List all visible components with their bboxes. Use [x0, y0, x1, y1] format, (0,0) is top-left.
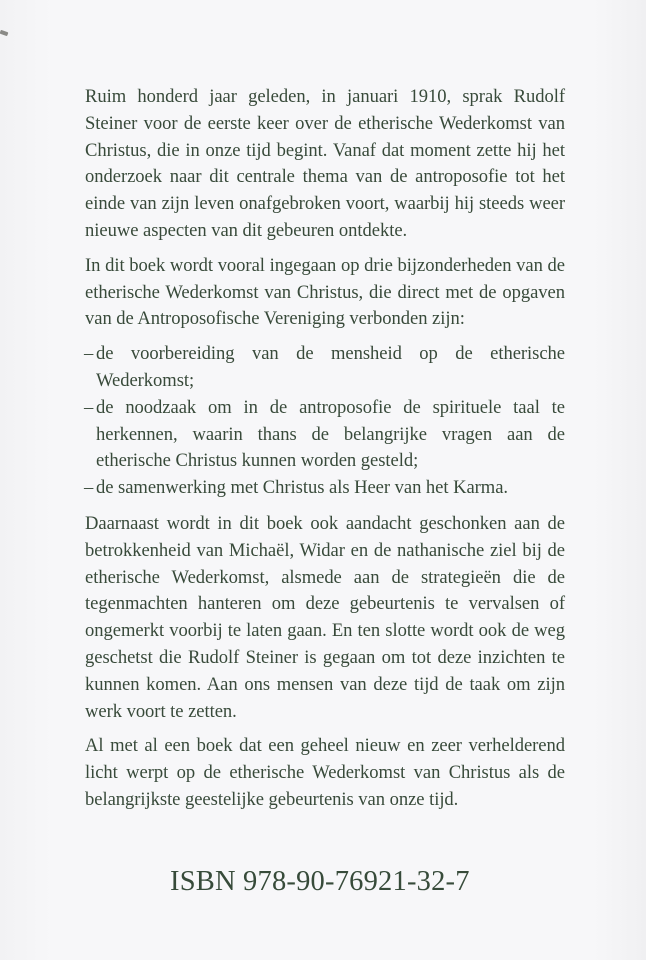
- blurb-paragraph-conclusion: Al met al een boek dat een geheel nieuw en zeer verhelderend licht werpt op de etherische Wederkomst van Christus als de belangrijkste geestelijke gebeurtenis van onze tijd.: [85, 735, 565, 810]
- dash-bullet-icon: –: [84, 477, 94, 499]
- isbn-number: ISBN 978-90-76921-32-7: [170, 866, 470, 897]
- list-item: [85, 395, 565, 475]
- dash-bullet-icon: –: [84, 343, 94, 365]
- list-item: [85, 475, 565, 502]
- list-item-text: de voorbereiding van de mensheid op de etherische Wederkomst;: [96, 343, 565, 391]
- scan-mark: [0, 30, 8, 36]
- aspects-list: [85, 341, 565, 502]
- dash-bullet-icon: –: [84, 396, 94, 418]
- blurb-paragraph-intro: Ruim honderd jaar geleden, in januari 1910, sprak Rudolf Steiner voor de eerste keer over de etherische Wederkomst van Christus, die in onze tijd begint. Vanaf dat moment zette hij het onderzoek naar dit centrale thema van de antroposofie tot het einde van zijn leven onafgebroken voort, waarbij hij steeds weer nieuwe aspecten van dit gebeuren ontdekte.: [85, 86, 565, 241]
- list-item-text: de samenwerking met Christus als Heer van het Karma.: [96, 477, 509, 499]
- list-item: [85, 341, 565, 395]
- blurb-paragraph-additional: Daarnaast wordt in dit boek ook aandacht geschonken aan de betrokkenheid van Michaël, Widar en de nathanische ziel bij de etherische Wederkomst, alsmede aan de strategieën die de tegenmachten hanteren om deze gebeurtenis te vervalsen of ongemerkt voorbij te laten gaan. En ten slotte wordt ook de weg geschetst die Rudolf Steiner is gegaan om tot deze inzichten te kunnen komen. Aan ons mensen van deze tijd de taak om zijn werk voort te zetten.: [85, 512, 565, 722]
- list-item-text: de noodzaak om in de antroposofie de spirituele taal te herkennen, waarin thans de belangrijke vragen aan de etherische Christus kunnen worden gesteld;: [96, 396, 565, 472]
- blurb-text: [85, 84, 565, 822]
- blurb-paragraph-aspects: In dit boek wordt vooral ingegaan op drie bijzonderheden van de etherische Wederkomst van Christus, die direct met de opgaven van de Antroposofische Vereniging verbonden zijn:: [85, 254, 565, 330]
